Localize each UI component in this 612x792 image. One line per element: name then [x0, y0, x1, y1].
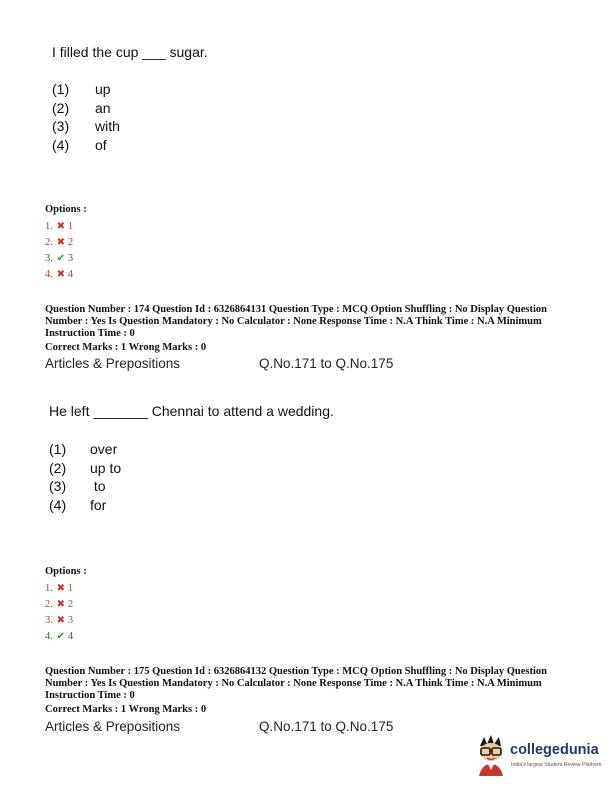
- choice-row: [49, 477, 121, 496]
- choice-number: (1): [52, 81, 70, 98]
- choice-row: [52, 136, 120, 155]
- answer-option: [45, 612, 73, 628]
- question-173-choices: [52, 80, 120, 154]
- question-174-text: He left _______ Chennai to attend a wedding.: [49, 403, 334, 419]
- cross-icon: ✖: [56, 614, 66, 626]
- question-174-topic: Articles & Prepositions: [45, 356, 181, 371]
- choice-number: (4): [49, 496, 67, 513]
- answer-number: 4.: [45, 630, 53, 642]
- choice-text: over: [90, 441, 118, 458]
- choice-text: with: [95, 118, 120, 135]
- question-175-range: Q.No.171 to Q.No.175: [259, 719, 394, 734]
- answer-number: 1.: [45, 582, 53, 594]
- choice-row: [52, 99, 120, 118]
- answer-number: 1.: [45, 220, 53, 232]
- answer-option-correct: [45, 250, 73, 266]
- question-174-answers: [45, 580, 73, 644]
- cross-icon: ✖: [56, 582, 66, 594]
- answer-value: 2: [67, 236, 74, 248]
- mascot-icon: [474, 734, 510, 780]
- choice-text: to: [90, 478, 106, 495]
- question-174-range: Q.No.171 to Q.No.175: [259, 356, 394, 371]
- choice-text: up: [95, 81, 111, 98]
- answer-option: [45, 596, 73, 612]
- question-173-text: I filled the cup ___ sugar.: [52, 44, 208, 60]
- cross-icon: ✖: [56, 598, 66, 610]
- question-174-choices: [49, 440, 121, 514]
- choice-text: of: [95, 136, 107, 153]
- answer-value: 4: [67, 268, 74, 280]
- answer-option-correct: [45, 628, 73, 644]
- answer-option: [45, 218, 73, 234]
- question-173-answers: [45, 218, 73, 282]
- answer-value: 3: [67, 252, 74, 264]
- choice-row: [49, 459, 121, 478]
- choice-row: [49, 496, 121, 515]
- choice-row: [49, 440, 121, 459]
- logo-wordmark: collegedunia: [510, 742, 599, 758]
- cross-icon: ✖: [56, 236, 66, 248]
- question-175-topic: Articles & Prepositions: [45, 719, 181, 734]
- question-175-marks: Correct Marks : 1 Wrong Marks : 0: [45, 704, 207, 715]
- choice-number: (3): [52, 118, 70, 135]
- choice-row: [52, 80, 120, 99]
- answer-number: 3.: [45, 252, 53, 264]
- question-175-meta: Question Number : 175 Question Id : 6326864132 Question Type : MCQ Option Shuffling : No Display Question Number : Yes Is Question Mandatory : No Calculator : None Response Time : N.A Think Time : N.A Minimum Instruction Time : 0: [45, 666, 548, 701]
- cross-icon: ✖: [56, 268, 66, 280]
- choice-number: (2): [49, 459, 67, 476]
- choice-number: (4): [52, 136, 70, 153]
- options-heading: Options :: [45, 566, 87, 577]
- choice-text: for: [90, 496, 107, 513]
- check-icon: ✔: [56, 630, 66, 642]
- answer-value: 3: [67, 614, 74, 626]
- choice-number: (3): [49, 478, 67, 495]
- answer-value: 4: [67, 630, 74, 642]
- answer-number: 3.: [45, 614, 53, 626]
- question-174-meta: Question Number : 174 Question Id : 6326864131 Question Type : MCQ Option Shuffling : No Display Question Number : Yes Is Question Mandatory : No Calculator : None Response Time : N.A Think Time : N.A Minimum Instruction Time : 0: [45, 304, 548, 339]
- choice-row: [52, 117, 120, 136]
- options-heading: Options :: [45, 204, 87, 215]
- check-icon: ✔: [56, 252, 66, 264]
- choice-number: (1): [49, 441, 67, 458]
- answer-number: 2.: [45, 598, 53, 610]
- answer-number: 4.: [45, 268, 53, 280]
- answer-value: 2: [67, 598, 74, 610]
- choice-text: an: [95, 99, 111, 116]
- cross-icon: ✖: [56, 220, 66, 232]
- choice-number: (2): [52, 99, 70, 116]
- answer-value: 1: [67, 582, 74, 594]
- collegedunia-logo: [474, 734, 606, 780]
- answer-option: [45, 580, 73, 596]
- logo-tagline: India's largest Student Review Platform: [511, 762, 602, 768]
- answer-value: 1: [67, 220, 74, 232]
- choice-text: up to: [90, 459, 122, 476]
- question-174-marks: Correct Marks : 1 Wrong Marks : 0: [45, 342, 207, 353]
- answer-option: [45, 234, 73, 250]
- answer-option: [45, 266, 73, 282]
- answer-number: 2.: [45, 236, 53, 248]
